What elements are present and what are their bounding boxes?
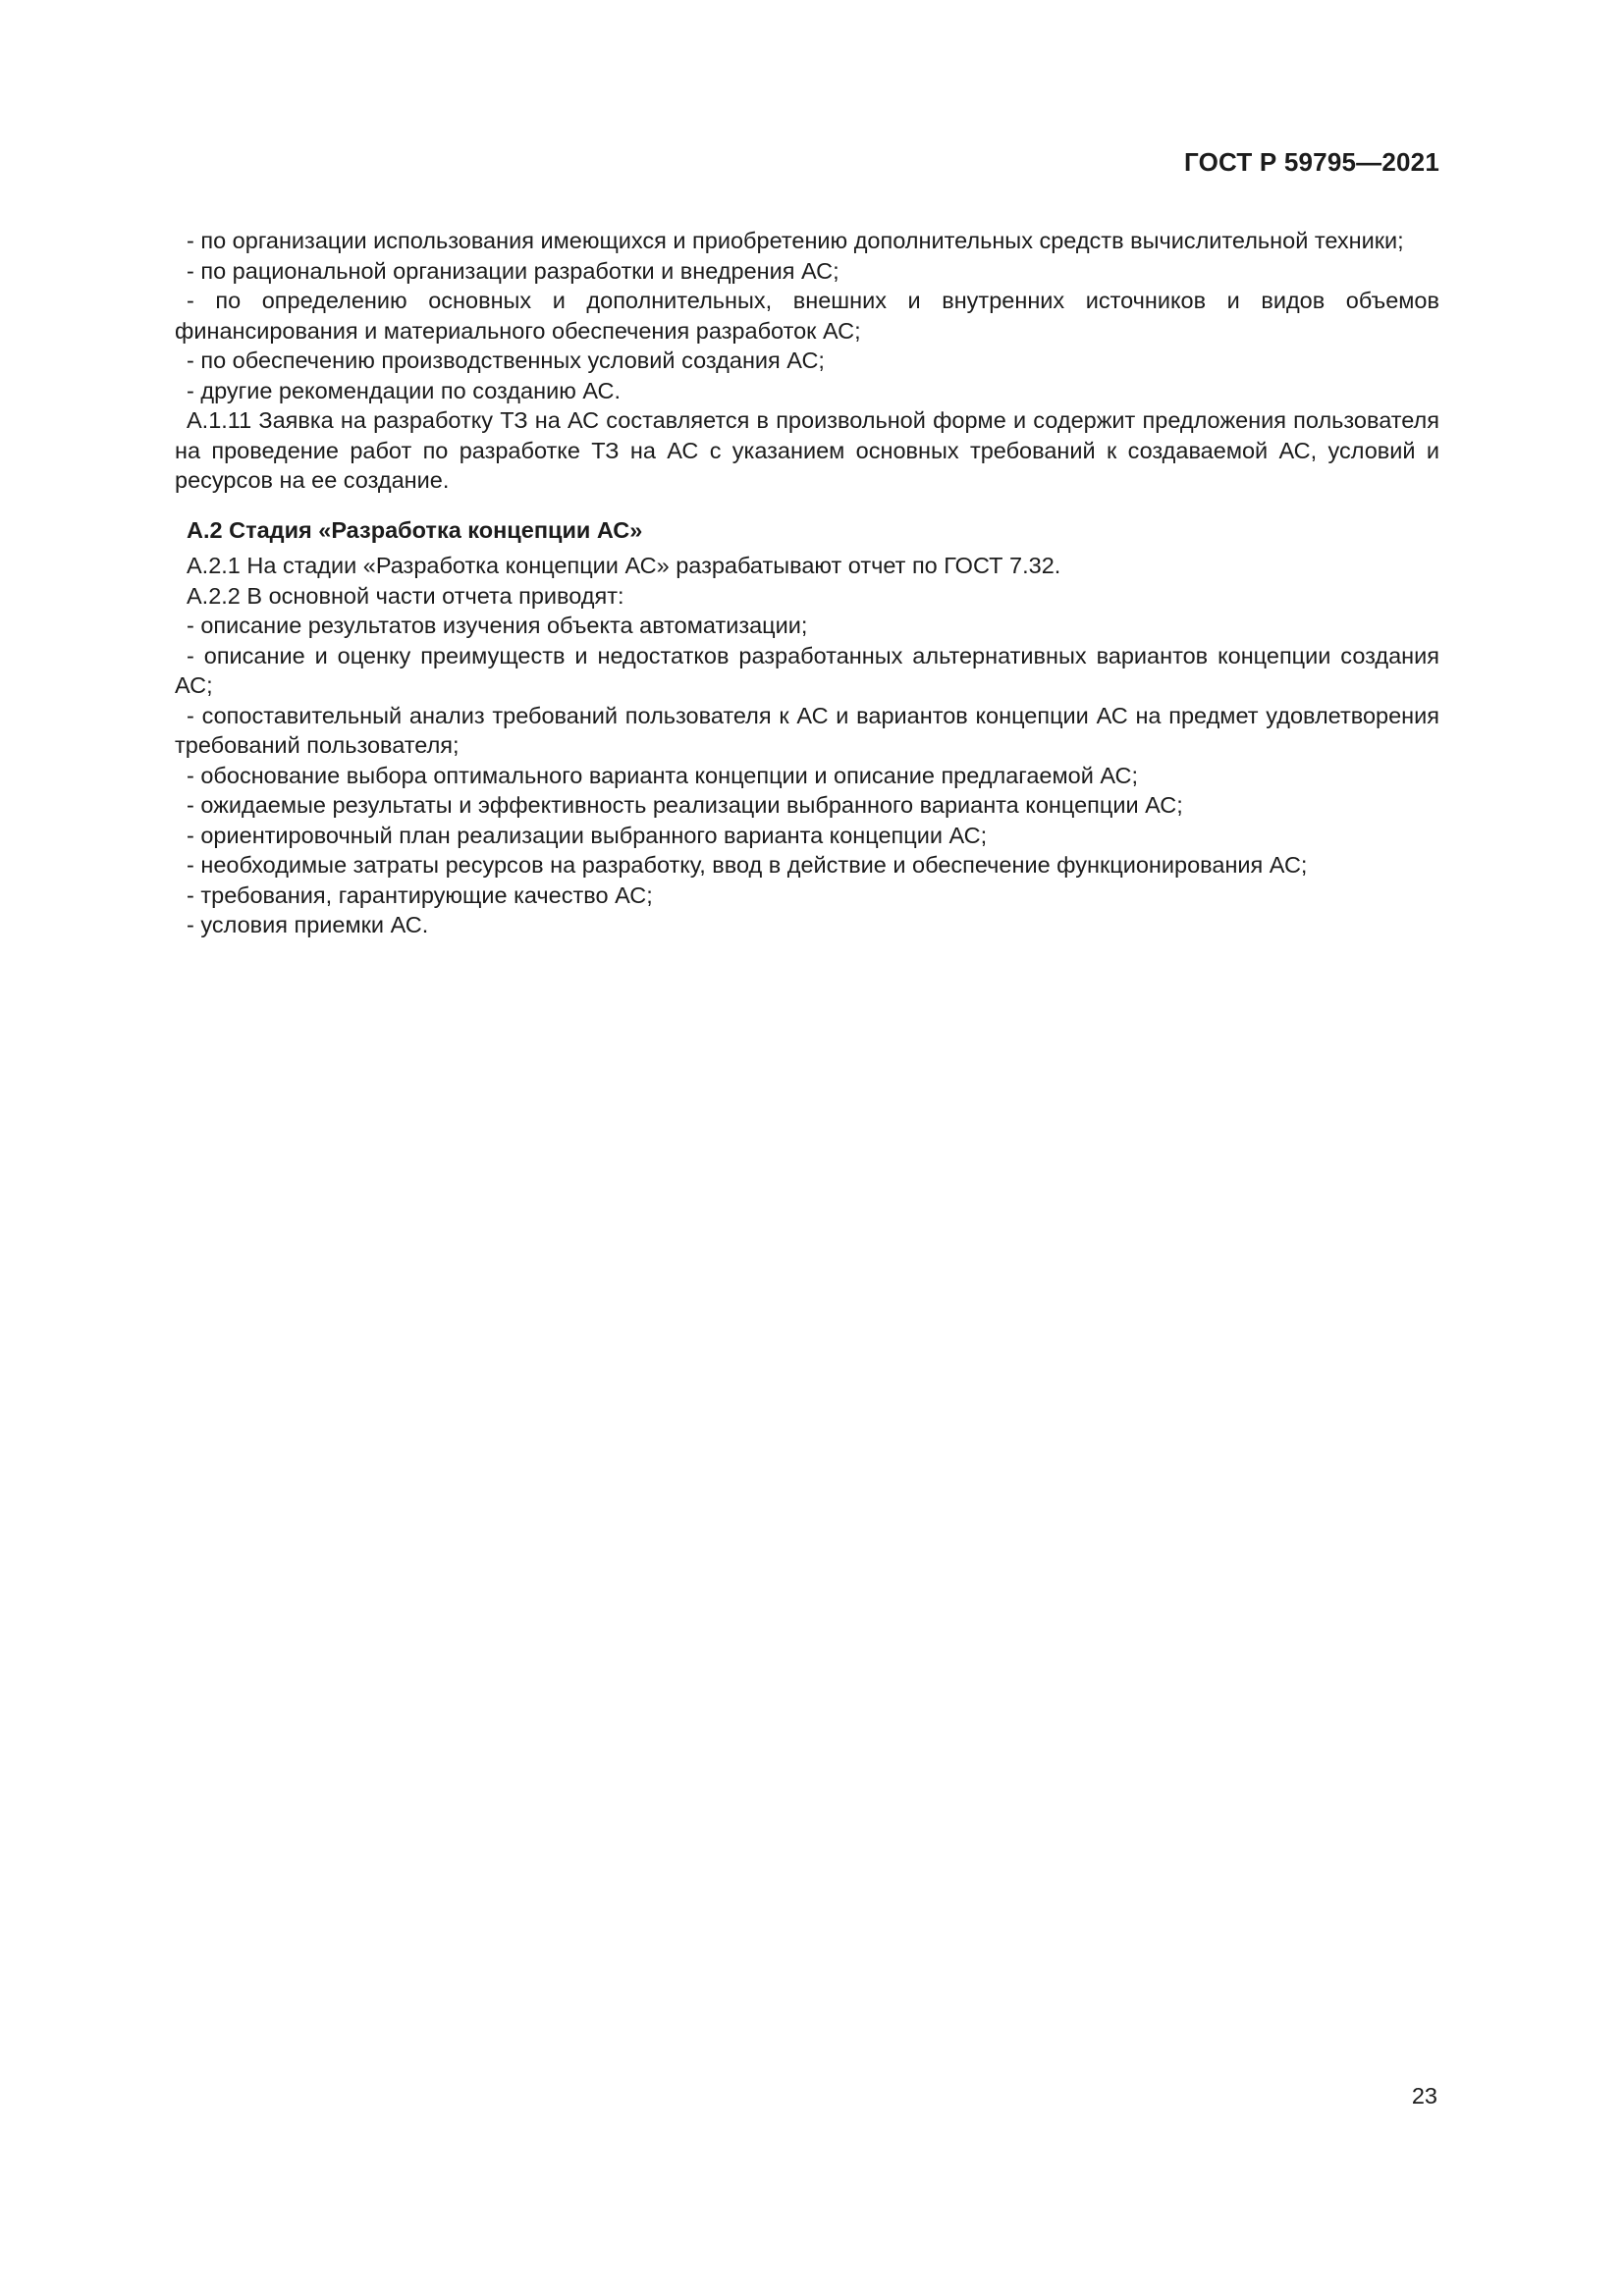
list-item: - требования, гарантирующие качество АС; [187, 881, 653, 908]
list-item: - ожидаемые результаты и эффективность реализации выбранного варианта концепции АС; [187, 792, 1183, 818]
paragraph-a-1-11: А.1.11 Заявка на разработку ТЗ на АС составляется в произвольной форме и содержит предложения пользователя на проведение работ по разработке ТЗ на АС с указанием основных требований к создаваемой АС, условий и ресурсов на ее создание. [175, 407, 1439, 493]
list-item: - другие рекомендации по созданию АС. [187, 377, 622, 403]
document-code: ГОСТ Р 59795—2021 [1184, 147, 1439, 177]
list-item: - ориентировочный план реализации выбранного варианта концепции АС; [187, 822, 988, 848]
list-item: - по обеспечению производственных условий создания АС; [187, 347, 825, 373]
list-item: - по рациональной организации разработки и внедрения АС; [187, 257, 839, 284]
page-content [175, 226, 1439, 940]
list-item: - по организации использования имеющихся и приобретению дополнительных средств вычислительной техники; [187, 228, 1404, 253]
list-item: - сопоставительный анализ требований пользователя к АС и вариантов концепции АС на предмет удовлетворения требований пользователя; [175, 702, 1439, 758]
list-item: - необходимые затраты ресурсов на разработку, ввод в действие и обеспечение функционирования АС; [187, 852, 1308, 878]
list-item: - условия приемки АС. [187, 912, 429, 937]
list-item: - описание результатов изучения объекта автоматизации; [187, 613, 808, 638]
page-number: 23 [1411, 2083, 1437, 2109]
list-item: - обоснование выбора оптимального варианта концепции и описание предлагаемой АС; [187, 762, 1139, 788]
list-item: - описание и оценку преимуществ и недостатков разработанных альтернативных вариантов концепции создания АС; [175, 642, 1439, 698]
paragraph-a-2-1: А.2.1 На стадии «Разработка концепции АС» разрабатывают отчет по ГОСТ 7.32. [187, 553, 1061, 578]
list-item: - по определению основных и дополнительных, внешних и внутренних источников и видов объемов финансирования и материального обеспечения разработок АС; [175, 288, 1439, 344]
section-heading: А.2 Стадия «Разработка концепции АС» [187, 516, 643, 543]
paragraph-a-2-2: А.2.2 В основной части отчета приводят: [187, 582, 624, 609]
